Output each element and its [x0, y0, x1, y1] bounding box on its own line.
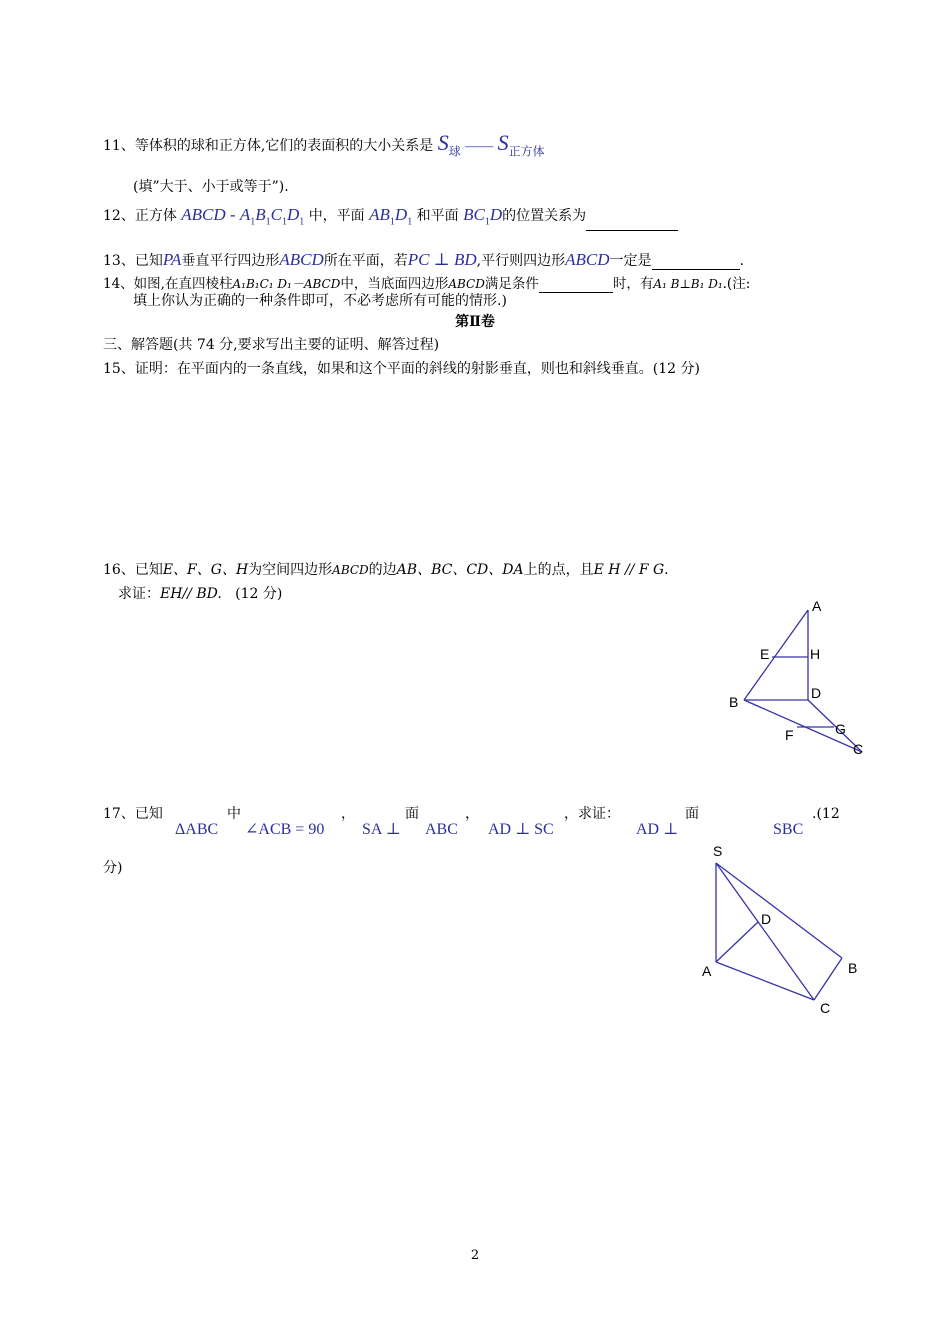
q12-and: 和平面	[416, 208, 459, 224]
q15-text: 15、证明：在平面内的一条直线，如果和这个平面的斜线的射影垂直，则也和斜线垂直。(12 分)	[103, 361, 701, 377]
q13-abcd1: ABCD	[279, 250, 324, 269]
fig1-label-a: A	[812, 598, 822, 614]
q14-text-c: 满足条件	[484, 276, 539, 292]
section-intro: 三、解答题(共 74 分,要求写出主要的证明、解答过程)	[103, 337, 440, 353]
q13-prefix: 13、已知	[103, 253, 163, 269]
fig2-label-c: C	[820, 1000, 831, 1016]
q16-abcd: ABCD	[332, 563, 369, 577]
fig1-label-b: B	[729, 694, 739, 710]
q17-line2: 分)	[103, 860, 123, 876]
q17-adsc: AD ⊥ SC	[488, 821, 554, 838]
q13-end: .	[739, 253, 744, 269]
fig1-edge-bc	[744, 700, 862, 752]
q17-text-h: .(12	[812, 806, 840, 822]
q16-prove-label: 求证：	[118, 586, 160, 602]
q14-blank	[539, 274, 613, 293]
fig2-label-b: B	[848, 960, 858, 976]
q13-t2: 所在平面，若	[323, 253, 408, 269]
q17-text-a: 17、已知	[103, 806, 163, 822]
q14-text-b: 中，当底面四边形	[340, 276, 449, 292]
fig1-label-f: F	[785, 727, 794, 743]
q17-text-e: ，	[465, 806, 479, 822]
fig1-label-e: E	[760, 646, 770, 662]
q16-line2	[118, 585, 282, 603]
q11-line	[103, 130, 545, 160]
q12-plane1: $AB_1D_1$	[369, 205, 413, 228]
q13-pa: PA	[162, 250, 182, 269]
q16-text-d: 上的点，且	[523, 562, 594, 578]
q12-plane2: $BC_1D$	[463, 205, 503, 228]
q12-suffix: 的位置关系为	[502, 208, 587, 224]
q14-line2: 填上你认为正确的一种条件即可，不必考虑所有可能的情形.)	[133, 293, 507, 309]
q13-t1: 垂直平行四边形	[181, 253, 280, 269]
q12-line	[103, 206, 678, 231]
q13-abcd2: ABCD	[565, 250, 610, 269]
fig1-label-h: H	[810, 646, 821, 662]
q17-triangle: ΔABC	[175, 821, 219, 838]
q12-mid: 中，平面	[308, 208, 365, 224]
q11-s2: $S_{正方体}$	[497, 130, 545, 159]
fig1-edge-ab	[744, 610, 808, 700]
q17-sa: SA ⊥	[362, 821, 401, 838]
q16-goal: EH// BD.	[160, 586, 222, 602]
fig2-label-a: A	[702, 963, 712, 979]
q14-prism: A₁B₁C₁ D₁－ABCD	[232, 277, 341, 291]
q16-text-b: 为空间四边形	[248, 562, 333, 578]
q17-ad: AD ⊥	[636, 821, 679, 838]
q11-text: 11、等体积的球和正方体,它们的表面积的大小关系是	[103, 138, 434, 154]
q16-points: E、F、G、H	[162, 562, 249, 578]
q17-text-g: 面	[685, 806, 699, 822]
q17-abc: ABC	[425, 821, 458, 838]
q14-text-e: .(注:	[722, 276, 751, 292]
q16-score: (12 分)	[235, 586, 283, 602]
q12-cube: ABCD - $A_1B_1C_1D_1$	[181, 205, 305, 228]
q17-text-f: ，求证：	[564, 806, 620, 822]
q12-blank	[586, 212, 678, 231]
q13-blank	[652, 251, 740, 270]
q14-text-a: 14、如图,在直四棱柱	[103, 276, 233, 292]
q16-text-e: .	[664, 562, 669, 578]
section-title: 第Ⅱ卷	[455, 314, 495, 330]
q12-prefix: 12、正方体	[103, 208, 177, 224]
q11-s1: $S_球$	[437, 130, 461, 159]
q13-cond: PC ⊥ BD	[407, 250, 477, 269]
q17-text-b: 中	[227, 806, 241, 822]
q17-sbc: SBC	[773, 821, 804, 838]
q14-rel: A₁ B⊥B₁ D₁	[653, 277, 723, 291]
fig1-label-c: C	[853, 741, 864, 757]
fig1-label-g: G	[835, 721, 846, 737]
q17-text-d: 面	[405, 806, 419, 822]
q13-line	[103, 251, 744, 270]
q14-abcd: ABCD	[448, 277, 485, 291]
q14-line1	[103, 274, 750, 293]
fig1-label-d: D	[811, 685, 822, 701]
fig2-edge-bc	[814, 958, 842, 1000]
q14-text-d: 时，有	[612, 276, 654, 292]
fig2-label-d: D	[761, 911, 772, 927]
fig2-label-s: S	[713, 843, 723, 859]
q11-note: (填”大于、小于或等于”).	[133, 179, 289, 195]
fig2-edge-sb	[716, 863, 842, 958]
q16-text-a: 16、已知	[103, 562, 163, 578]
fig2-edge-ad	[716, 922, 758, 962]
q16-line1	[103, 561, 669, 579]
q16-text-c: 的边	[368, 562, 397, 578]
q16-rel: E H // F G	[593, 562, 665, 578]
q17-text-c: ，	[341, 806, 355, 822]
q11-dash: ——	[465, 139, 494, 154]
q17-angle: ∠ACB = 90	[245, 821, 325, 838]
page-number: 2	[470, 1248, 480, 1263]
fig2-edge-ac	[716, 962, 814, 1000]
fig1-edge-dc	[808, 700, 862, 752]
fig2-edge-sc	[716, 863, 814, 1000]
q16-edges: AB、BC、CD、DA	[396, 562, 524, 578]
q13-t4: 一定是	[609, 253, 652, 269]
q13-t3: ,平行则四边形	[476, 253, 566, 269]
